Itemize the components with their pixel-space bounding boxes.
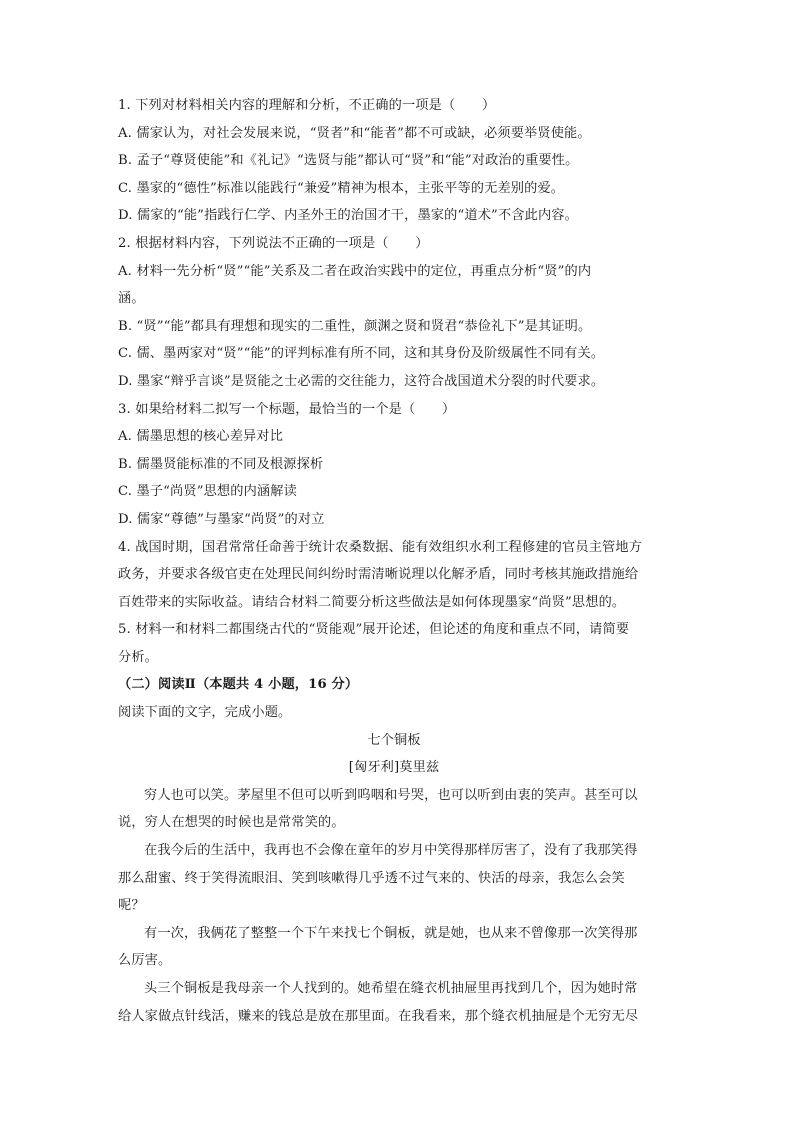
story-paragraph-line: 给人家做点针线活，赚来的钱总是放在那里面。在我看来，那个缝衣机抽屉是个无穷无尽 [118,1008,639,1024]
question-1-option-c: C. 墨家的“德性”标准以能践行“兼爱”精神为根本，主张平等的无差别的爱。 [118,180,565,196]
story-paragraph-line: 说，穷人在想哭的时候也是常常笑的。 [118,815,345,831]
story-paragraph-line: 么厉害。 [118,953,172,969]
question-2-option-a-cont: 涵。 [118,291,145,307]
question-4-line: 4. 战国时期，国君常常任命善于统计农桑数据、能有效组织水利工程修建的官员主管地方 [118,539,643,555]
question-3-option-b: B. 儒墨贤能标准的不同及根源探析 [118,456,324,472]
story-title: 七个铜板 [367,732,421,748]
section-instruction: 阅读下面的文字，完成小题。 [118,705,292,721]
page-content [118,92,670,1030]
question-5-line: 分析。 [118,649,159,665]
story-paragraph-line: 在我今后的生活中，我再也不会像在童年的岁月中笑得那样厉害了，没有了我那笑得 [144,843,638,859]
story-author: [匈牙利]莫里兹 [348,760,440,776]
question-2-option-b: B. “贤”“能”都具有理想和现实的二重性，颜渊之贤和贤君“恭俭礼下”是其证明。 [118,318,592,334]
question-4-line: 政务，并要求各级官吏在处理民间纠纷时需清晰说理以化解矛盾，同时考核其施政措施给 [118,567,639,583]
question-1-option-b: B. 孟子“尊贤使能”和《礼记》“选贤与能”都认可“贤”和“能”对政治的重要性。 [118,153,579,169]
section-heading: （二）阅读Ⅱ（本题共 4 小题，16 分） [118,677,359,693]
question-3-stem: 3. 如果给材料二拟写一个标题，最恰当的一个是（ ） [118,401,456,417]
question-5-line: 5. 材料一和材料二都围绕古代的“贤能观”展开论述，但论述的角度和重点不同，请简要 [118,622,630,638]
story-paragraph-line: 那么甜蜜、终于笑得流眼泪、笑到咳嗽得几乎透不过气来的、快活的母亲，我怎么会笑 [118,870,625,886]
question-1-option-d: D. 儒家的“能”指践行仁学、内圣外王的治国才干，墨家的“道术”不含此内容。 [118,208,578,224]
story-paragraph-line: 穷人也可以笑。茅屋里不但可以听到呜咽和号哭，也可以听到由衷的笑声。甚至可以 [144,787,638,803]
story-paragraph-line: 呢？ [118,898,145,914]
question-2-option-d: D. 墨家“辩乎言谈”是贤能之士必需的交往能力，这符合战国道术分裂的时代要求。 [118,373,605,389]
story-paragraph-line: 头三个铜板是我母亲一个人找到的。她希望在缝衣机抽屉里再找到几个，因为她时常 [144,981,638,996]
question-1-option-a: A. 儒家认为，对社会发展来说，“贤者”和“能者”都不可或缺，必须要举贤使能。 [118,125,591,141]
question-2-stem: 2. 根据材料内容，下列说法不正确的一项是（ ） [118,235,429,251]
question-3-option-c: C. 墨子“尚贤”思想的内涵解读 [118,484,297,500]
question-3-option-a: A. 儒墨思想的核心差异对比 [118,429,284,445]
question-1-stem: 1. 下列对材料相关内容的理解和分析，不正确的一项是（ ） [118,98,496,113]
question-4-line: 百姓带来的实际收益。请结合材料二简要分析这些做法是如何体现墨家“尚贤”思想的。 [118,594,626,610]
question-2-option-a: A. 材料一先分析“贤”“能”关系及二者在政治实践中的定位，再重点分析“贤”的内 [118,263,592,279]
story-paragraph-line: 有一次，我俩花了整整一个下午来找七个铜板，就是她，也从来不曾像那一次笑得那 [144,925,638,941]
question-3-option-d: D. 儒家“尊德”与墨家“尚贤”的对立 [118,511,325,527]
question-2-option-c: C. 儒、墨两家对“贤”“能”的评判标准有所不同，这和其身份及阶级属性不同有关。 [118,346,605,362]
